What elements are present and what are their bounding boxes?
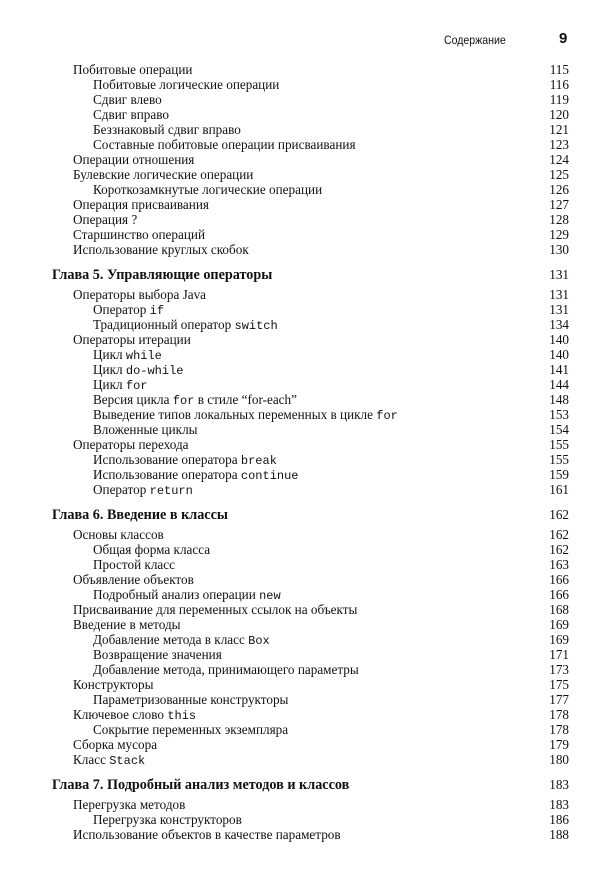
toc-entry-title [52, 267, 272, 283]
toc-entry-title [52, 527, 164, 542]
toc-page-number: 124 [549, 152, 569, 167]
toc-entry[interactable] [52, 347, 569, 362]
toc-page-number: 169 [549, 617, 569, 632]
toc-chapter[interactable] [52, 777, 569, 793]
title-text: Возвращение значения [93, 647, 222, 662]
toc-entry[interactable] [52, 707, 569, 722]
toc-entry[interactable] [52, 197, 569, 212]
title-text: Добавление метода в класс [93, 632, 249, 647]
toc-entry-title [52, 777, 349, 793]
toc-entry-title [52, 617, 181, 632]
toc-entry-title [52, 467, 299, 482]
toc-entry-title [52, 347, 162, 362]
toc-entry-title [52, 707, 196, 722]
toc-entry[interactable] [52, 737, 569, 752]
toc-entry[interactable] [52, 392, 569, 407]
title-text: Использование объектов в качестве параметров [73, 827, 341, 842]
code-text: new [259, 589, 281, 603]
toc-page-number: 119 [549, 92, 569, 107]
title-text: Оператор [93, 482, 150, 497]
toc-page-number: 178 [549, 722, 569, 737]
toc-page-number: 120 [549, 107, 569, 122]
toc-page-number: 171 [549, 647, 569, 662]
title-text: Составные побитовые операции присваивания [93, 137, 356, 152]
toc-entry[interactable] [52, 362, 569, 377]
toc-entry[interactable] [52, 77, 569, 92]
title-text: Старшинство операций [73, 227, 206, 242]
toc-entry-title [52, 287, 206, 302]
toc-entry[interactable] [52, 212, 569, 227]
toc-entry[interactable] [52, 797, 569, 812]
toc-entry-title [52, 122, 241, 137]
toc-entry[interactable] [52, 167, 569, 182]
toc-page-number: 175 [549, 677, 569, 692]
toc-page-number: 166 [549, 572, 569, 587]
toc-page-number: 115 [549, 62, 569, 77]
toc-entry[interactable] [52, 677, 569, 692]
toc-entry-title [52, 692, 288, 707]
toc-page-number: 180 [549, 752, 569, 767]
toc-entry[interactable] [52, 617, 569, 632]
title-text: Использование круглых скобок [73, 242, 249, 257]
toc-entry-title [52, 212, 137, 227]
toc-entry-title [52, 572, 194, 587]
toc-entry[interactable] [52, 107, 569, 122]
toc-entry-title [52, 302, 164, 317]
toc-entry-title [52, 197, 209, 212]
toc-page-number: 162 [549, 507, 569, 522]
toc-entry-title [52, 317, 278, 332]
toc-entry[interactable] [52, 137, 569, 152]
toc-entry-title [52, 92, 162, 107]
title-text: Беззнаковый сдвиг вправо [93, 122, 241, 137]
toc-page-number: 169 [549, 632, 569, 647]
title-text: Конструкторы [73, 677, 154, 692]
toc-page-number: 130 [549, 242, 569, 257]
toc-entry-title [52, 737, 157, 752]
toc-page-number: 141 [549, 362, 569, 377]
toc-entry[interactable] [52, 152, 569, 167]
title-text: Глава 7. Подробный анализ методов и классов [52, 777, 350, 793]
toc-entry[interactable] [52, 572, 569, 587]
title-text: в стиле “for-each” [194, 392, 297, 407]
title-text: Короткозамкнутые логические операции [93, 182, 323, 197]
title-text: Сокрытие переменных экземпляра [93, 722, 289, 737]
code-text: break [240, 454, 277, 468]
toc-entry-title [52, 452, 277, 467]
title-text: Сдвиг влево [93, 92, 162, 107]
title-text: Добавление метода, принимающего параметры [93, 662, 359, 677]
code-text: for [172, 394, 195, 408]
title-text: Перегрузка методов [73, 797, 186, 812]
title-text: Использование оператора [93, 452, 241, 467]
code-text: switch [234, 319, 278, 333]
toc-entry[interactable] [52, 587, 569, 602]
toc-entry-title [52, 362, 183, 377]
toc-entry[interactable] [52, 557, 569, 572]
toc-entry[interactable] [52, 377, 569, 392]
toc-page-number: 127 [549, 197, 569, 212]
title-text: Параметризованные конструкторы [93, 692, 289, 707]
title-text: Цикл [93, 347, 126, 362]
toc-page-number: 140 [549, 347, 569, 362]
toc-entry[interactable] [52, 827, 569, 842]
title-text: Побитовые логические операции [93, 77, 280, 92]
toc-entry-title [52, 167, 253, 182]
code-text: if [149, 304, 165, 318]
toc-page-number: 131 [549, 267, 569, 282]
title-text: Основы классов [73, 527, 164, 542]
title-text: Цикл [93, 362, 126, 377]
toc-entry[interactable] [52, 92, 569, 107]
toc-page-number: 155 [549, 437, 569, 452]
toc-entry-title [52, 152, 194, 167]
toc-page-number: 154 [549, 422, 569, 437]
toc-entry-title [52, 107, 169, 122]
toc-entry-title [52, 137, 356, 152]
title-text: Выведение типов локальных переменных в цикле [93, 407, 377, 422]
toc-entry[interactable] [52, 662, 569, 677]
toc-entry-title [52, 227, 205, 242]
toc-page-number: 116 [549, 77, 569, 92]
title-text: Операторы итерации [73, 332, 191, 347]
title-text: Сдвиг вправо [93, 107, 169, 122]
toc-entry-title [52, 62, 192, 77]
toc-page-number: 153 [549, 407, 569, 422]
code-text: return [149, 484, 193, 498]
title-text: Побитовые операции [73, 62, 193, 77]
toc-entry-title [52, 507, 228, 523]
toc-entry-title [52, 827, 341, 842]
toc-entry[interactable] [52, 62, 569, 77]
toc-entry[interactable] [52, 527, 569, 542]
toc-entry-title [52, 407, 398, 422]
code-text: do-while [125, 364, 184, 378]
toc-entry-title [52, 242, 249, 257]
code-text: Box [248, 634, 270, 648]
code-text: Stack [109, 754, 146, 768]
title-text: Версия цикла [93, 392, 173, 407]
title-text: Операции отношения [73, 152, 195, 167]
toc-page-number: 161 [549, 482, 569, 497]
toc-page-number: 121 [549, 122, 569, 137]
toc-page-number: 125 [549, 167, 569, 182]
toc-entry[interactable] [52, 692, 569, 707]
toc-entry-title [52, 542, 210, 557]
title-text: Введение в методы [73, 617, 181, 632]
toc-page-number: 177 [549, 692, 569, 707]
toc-page-number: 123 [549, 137, 569, 152]
code-text: continue [240, 469, 299, 483]
toc-page-number: 131 [549, 287, 569, 302]
toc-page-number: 134 [549, 317, 569, 332]
toc-entry[interactable] [52, 482, 569, 497]
toc-entry-title [52, 182, 322, 197]
toc-entry[interactable] [52, 602, 569, 617]
title-text: Использование оператора [93, 467, 241, 482]
toc-page-number: 144 [549, 377, 569, 392]
code-text: for [125, 379, 148, 393]
title-text: Ключевое слово [73, 707, 168, 722]
code-text: while [125, 349, 162, 363]
toc-page-number: 183 [549, 797, 569, 812]
toc-entry-title [52, 752, 145, 767]
toc-page-number: 129 [549, 227, 569, 242]
title-text: Сборка мусора [73, 737, 158, 752]
title-text: Булевские логические операции [73, 167, 254, 182]
toc-entry-title [52, 662, 359, 677]
title-text: Операция присваивания [73, 197, 209, 212]
toc-entry-title [52, 332, 191, 347]
code-text: for [376, 409, 398, 423]
toc-page-number: 128 [549, 212, 569, 227]
toc-entry[interactable] [52, 452, 569, 467]
toc-page-number: 163 [549, 557, 569, 572]
toc-page-number: 173 [549, 662, 569, 677]
toc-entry-title [52, 677, 153, 692]
toc-entry[interactable] [52, 437, 569, 452]
toc-entry-title [52, 437, 189, 452]
toc-entry-title [52, 632, 270, 647]
title-text: Объявление объектов [73, 572, 194, 587]
toc-entry[interactable] [52, 287, 569, 302]
toc-entry[interactable] [52, 317, 569, 332]
toc-entry-title [52, 722, 288, 737]
toc-entry[interactable] [52, 407, 569, 422]
title-text: Операторы выбора Java [73, 287, 207, 302]
toc-entry[interactable] [52, 647, 569, 662]
title-text: Общая форма класса [93, 542, 211, 557]
toc-entry[interactable] [52, 332, 569, 347]
title-text: Глава 6. Введение в классы [52, 507, 228, 523]
toc-page-number: 162 [549, 527, 569, 542]
toc-entry[interactable] [52, 752, 569, 767]
toc-page-number: 183 [549, 777, 569, 792]
toc-page-number: 140 [549, 332, 569, 347]
toc-page-number: 188 [549, 827, 569, 842]
toc-entry[interactable] [52, 542, 569, 557]
toc-entry[interactable] [52, 722, 569, 737]
toc-page-number: 166 [549, 587, 569, 602]
toc-entry[interactable] [52, 632, 569, 647]
toc-entry[interactable] [52, 812, 569, 827]
toc-entry[interactable] [52, 122, 569, 137]
running-header-title: Содержание [444, 33, 506, 47]
toc-page-number: 148 [549, 392, 569, 407]
title-text: Простой класс [93, 557, 175, 572]
toc-entry-title [52, 77, 279, 92]
code-text: this [167, 709, 197, 723]
toc-entry[interactable] [52, 467, 569, 482]
toc-entry-title [52, 797, 185, 812]
page-number: 9 [559, 30, 568, 47]
toc-page-number: 155 [549, 452, 569, 467]
toc-entry[interactable] [52, 182, 569, 197]
toc-page-number: 179 [549, 737, 569, 752]
toc-chapter[interactable] [52, 507, 569, 523]
toc-entry-title [52, 602, 357, 617]
title-text: Класс [73, 752, 110, 767]
toc-entry-title [52, 392, 297, 407]
toc-entry-title [52, 587, 281, 602]
toc-page-number: 159 [549, 467, 569, 482]
title-text: Глава 5. Управляющие операторы [52, 267, 273, 283]
toc-entry-title [52, 557, 175, 572]
toc-entry[interactable] [52, 302, 569, 317]
toc-entry-title [52, 422, 198, 437]
title-text: Вложенные циклы [93, 422, 198, 437]
toc-chapter[interactable] [52, 267, 569, 283]
toc-entry[interactable] [52, 422, 569, 437]
table-of-contents [52, 62, 569, 842]
toc-page-number: 168 [549, 602, 569, 617]
title-text: Операторы перехода [73, 437, 189, 452]
title-text: Оператор [93, 302, 150, 317]
toc-entry[interactable] [52, 242, 569, 257]
toc-entry-title [52, 647, 222, 662]
toc-entry[interactable] [52, 227, 569, 242]
title-text: Подробный анализ операции [93, 587, 260, 602]
toc-entry-title [52, 482, 193, 497]
toc-entry-title [52, 812, 242, 827]
title-text: Присваивание для переменных ссылок на объекты [73, 602, 358, 617]
title-text: Традиционный оператор [93, 317, 235, 332]
title-text: Перегрузка конструкторов [93, 812, 242, 827]
title-text: Операция ? [73, 212, 138, 227]
toc-page-number: 162 [549, 542, 569, 557]
toc-page-number: 126 [549, 182, 569, 197]
toc-page-number: 186 [549, 812, 569, 827]
toc-page-number: 131 [549, 302, 569, 317]
toc-page-number: 178 [549, 707, 569, 722]
title-text: Цикл [93, 377, 126, 392]
toc-entry-title [52, 377, 147, 392]
